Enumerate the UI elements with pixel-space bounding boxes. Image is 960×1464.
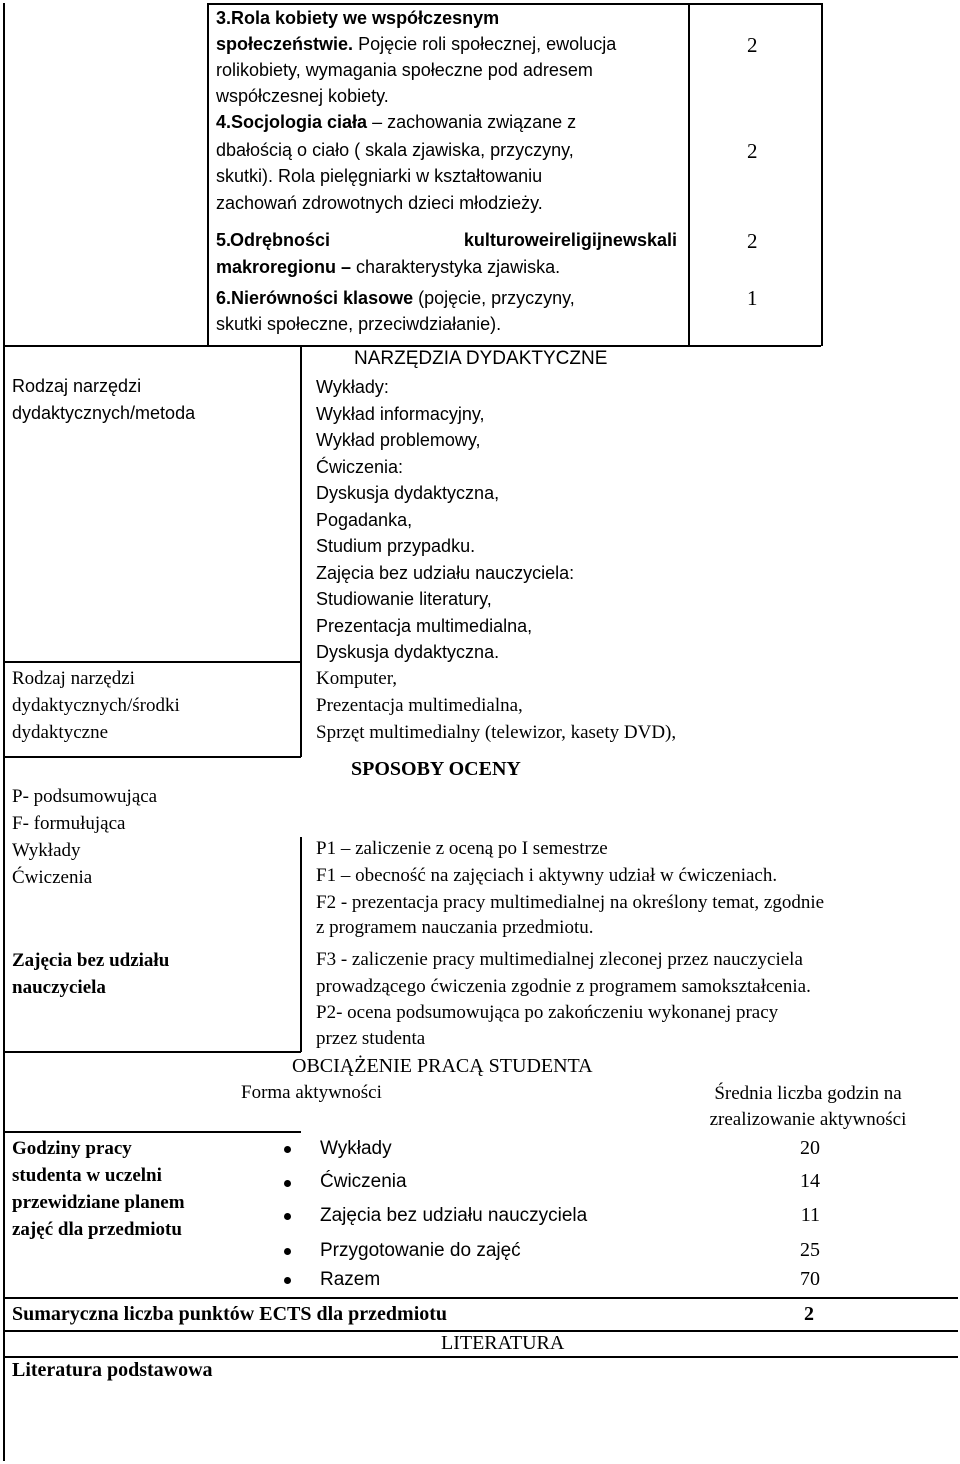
assessment-p1: P1 – zaliczenie z oceną po I semestrze [316, 838, 608, 859]
workload-row-activity: Razem [320, 1269, 381, 1290]
workload-row-hours: 25 [800, 1239, 820, 1261]
assessment-f2-line1: F2 - prezentacja pracy multimedialnej na określony temat, zgodnie [316, 892, 825, 913]
assessment-f3-line1: F3 - zaliczenie pracy multimedialnej zleconej przez nauczyciela [316, 949, 803, 970]
workload-row-hours: 70 [800, 1268, 820, 1290]
bullet-icon [284, 1277, 291, 1284]
workload-row-hours: 11 [800, 1204, 820, 1226]
method-item: Studium przypadku. [316, 536, 476, 556]
workload-label: Godziny pracy studenta w uczelni przewidziane planem zajęć dla przedmiotu [12, 1138, 185, 1240]
methods-selfstudy-heading: Zajęcia bez udziału nauczyciela: [316, 562, 575, 583]
workload-row-activity: Ćwiczenia [320, 1171, 407, 1192]
method-item: Studiowanie literatury, [316, 589, 492, 609]
ects-label: Sumaryczna liczba punktów ECTS dla przedmiotu [12, 1303, 448, 1325]
bullet-icon [284, 1180, 291, 1187]
rule-tools-col [300, 345, 302, 757]
method-item: Dyskusja dydaktyczna. [316, 642, 500, 662]
topic-5-hours: 2 [747, 229, 758, 253]
assessment-legend: P- podsumowująca F- formułująca Wykłady Ćwiczenia [12, 786, 158, 888]
topic-3-line3: rolikobiety, wymagania społeczne pod adresem [216, 60, 593, 80]
rule-col2 [688, 3, 690, 346]
means-item: Sprzęt multimedialny (telewizor, kasety DVD), [316, 722, 677, 743]
tools-header: NARZĘDZIA DYDAKTYCZNE [354, 348, 608, 369]
means-item: Prezentacja multimedialna, [316, 695, 523, 716]
assessment-f3-line2: prowadzącego ćwiczenia zgodnie z programem samokształcenia. [316, 976, 811, 997]
assessment-p2-line2: przez studenta [316, 1028, 426, 1049]
rule-below-tools [3, 756, 301, 758]
method-item: Dyskusja dydaktyczna, [316, 483, 500, 503]
topic-6-hours: 1 [747, 286, 758, 310]
bullet-icon [284, 1146, 291, 1153]
rule-below-workload [3, 1297, 958, 1299]
assessment-f1: F1 – obecność na zajęciach i aktywny udział w ćwiczeniach. [316, 865, 778, 886]
methods-exercises-heading: Ćwiczenia: [316, 456, 404, 477]
topic-5-line1: 5. Odrębności kulturowe i religijne w skali [216, 230, 677, 250]
assessment-header: SPOSOBY OCENY [351, 758, 521, 780]
tools-means-label: Rodzaj narzędzi dydaktycznych/środki dydaktyczne [12, 668, 180, 743]
topic-5-line2: makroregionu – charakterystyka zjawiska. [216, 257, 561, 277]
workload-row-activity: Wykłady [320, 1138, 392, 1159]
means-item: Komputer, [316, 668, 398, 689]
topic-3-hours: 2 [747, 33, 758, 57]
workload-col-avg-line1: Średnia liczba godzin na [714, 1083, 902, 1104]
rule-left-edge [3, 3, 5, 1461]
workload-col-form: Forma aktywności [241, 1082, 382, 1103]
method-item: Prezentacja multimedialna, [316, 615, 533, 636]
ects-value: 2 [804, 1303, 814, 1325]
topic-4-line1: 4.Socjologia ciała – zachowania związane z [216, 112, 577, 132]
workload-row-activity: Zajęcia bez udziału nauczyciela [320, 1205, 588, 1226]
topic-4-line4: zachowań zdrowotnych dzieci młodzieży. [216, 193, 543, 213]
rule-above-workload-label [3, 1131, 301, 1133]
methods-lectures-heading: Wykłady: [316, 377, 389, 397]
workload-row-hours: 20 [800, 1137, 820, 1159]
topic-4-hours: 2 [747, 139, 758, 163]
assessment-f2-line2: z programem nauczania przedmiotu. [316, 917, 594, 938]
rule-methods-means [3, 661, 301, 663]
bullet-icon [284, 1213, 291, 1220]
literature-header: LITERATURA [441, 1332, 565, 1354]
bullet-icon [284, 1248, 291, 1255]
rule-col1 [207, 3, 209, 346]
workload-row-hours: 14 [800, 1170, 820, 1192]
workload-header: OBCIĄŻENIE PRACĄ STUDENTA [292, 1055, 593, 1077]
topic-3-line4: współczesnej kobiety. [216, 86, 389, 106]
rule-assess-bottom [3, 1051, 301, 1053]
tools-means-list [316, 665, 676, 746]
assessment-selfstudy-label: Zajęcia bez udziału nauczyciela [12, 950, 170, 998]
rule-col3 [821, 3, 823, 346]
tools-method-label: Rodzaj narzędzi dydaktycznych/metoda [12, 376, 196, 423]
topic-3-line2: społeczeństwie. Pojęcie roli społecznej, ewolucja [216, 34, 617, 54]
literature-basic-label: Literatura podstawowa [12, 1359, 213, 1381]
method-item: Wykład problemowy, [316, 430, 481, 450]
assessment-p2-line1: P2- ocena podsumowująca po zakończeniu wykonanej pracy [316, 1002, 779, 1023]
topic-4-line2: dbałością o ciało ( skala zjawiska, przyczyny, [216, 140, 574, 160]
tools-methods-list [316, 374, 574, 666]
topic-6-line2: skutki społeczne, przeciwdziałanie). [216, 314, 502, 334]
workload-row-activity: Przygotowanie do zajęć [320, 1240, 521, 1261]
rule-assess-col [300, 837, 302, 1052]
method-item: Wykład informacyjny, [316, 403, 485, 424]
topic-6-line1: 6.Nierówności klasowe (pojęcie, przyczyny, [216, 288, 575, 308]
topic-3-line1: 3.Rola kobiety we współczesnym [216, 8, 500, 28]
workload-col-avg-line2: zrealizowanie aktywności [709, 1109, 907, 1130]
method-item: Pogadanka, [316, 509, 413, 530]
topic-4-line3: skutki). Rola pielęgniarki w kształtowaniu [216, 166, 543, 186]
